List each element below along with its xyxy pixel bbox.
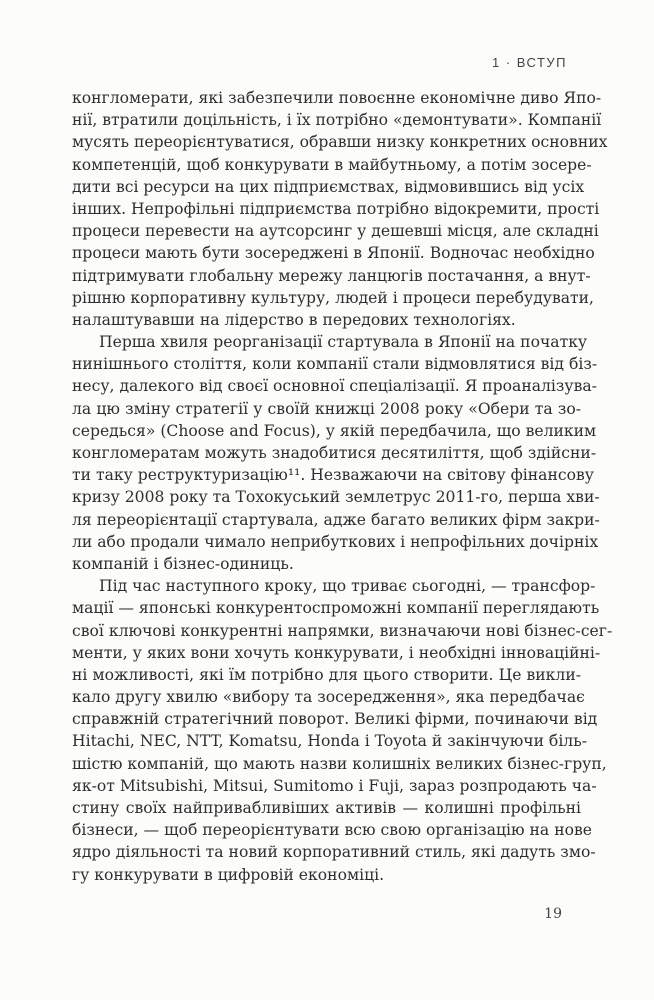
text-line: кризу 2008 року та Тохокуський землетрус 2011-го, перша хви- — [72, 488, 600, 507]
text-line: свої ключові конкурентні напрямки, визначаючи нові бізнес-сег- — [72, 621, 613, 640]
text-line: конгломератам можуть знадобитися десятиліття, щоб здійсни- — [72, 444, 597, 462]
text-line: ля переорієнтації стартувала, адже багато великих фірм закри- — [72, 510, 600, 529]
text-line: кало другу хвилю «вибору та зосередження», яка передбачає — [72, 688, 585, 707]
text-line: компаній і бізнес-одиниць. — [72, 554, 294, 573]
text-line: справжній стратегічний поворот. Великі фірми, починаючи від — [72, 710, 598, 729]
body-text — [72, 87, 613, 886]
text-line: Перша хвиля реорганізації стартувала в Японії на початку — [99, 333, 588, 352]
page-number: 19 — [544, 906, 562, 922]
paragraph — [72, 331, 600, 575]
text-line: як-от Mitsubishi, Mitsui, Sumitomo і Fuji, зараз розпродають ча- — [72, 776, 597, 795]
text-line: гу конкурувати в цифровій економіці. — [72, 865, 385, 884]
text-line: Під час наступного кроку, що триває сьогодні, — трансфор- — [99, 577, 596, 596]
text-line: несу, далекого від своєї основної спеціалізації. Я проаналізува- — [72, 377, 597, 396]
text-line: нинішнього століття, коли компанії стали відмовлятися від біз- — [72, 355, 598, 374]
text-line: нії, втратили доцільність, і їх потрібно «демонтувати». Компанії — [72, 111, 602, 130]
text-line: процеси перевести на аутсорсинг у дешевші місця, але складні — [72, 222, 599, 241]
text-line: стину своїх найпривабливіших активів — колишні профільні — [72, 799, 581, 817]
text-line: ли або продали чимало неприбуткових і непрофільних дочірніх — [72, 532, 599, 551]
running-head: 1 · ВСТУП — [491, 55, 567, 70]
paragraph — [72, 575, 613, 886]
text-line: менти, у яких вони хочуть конкурувати, і необхідні інноваційні- — [72, 643, 601, 662]
text-line: Hitachi, NEC, NTT, Komatsu, Honda і Toyota й закінчуючи біль- — [72, 732, 587, 751]
text-line: дити всі ресурси на цих підприємствах, відмовившись від усіх — [72, 177, 585, 196]
text-line: середься» (Choose and Focus), у якій передбачила, що великим — [72, 421, 597, 440]
text-line: компетенцій, щоб конкурувати в майбутньому, а потім зосере- — [72, 155, 592, 174]
paragraph — [72, 87, 608, 331]
text-line: підтримувати глобальну мережу ланцюгів постачання, а внут- — [72, 266, 591, 285]
text-line: ядро діяльності та новий корпоративний стиль, які дадуть змо- — [72, 843, 596, 862]
text-line: шістю компаній, що мають назви колишніх великих бізнес-груп, — [72, 754, 607, 773]
text-line: інших. Непрофільні підприємства потрібно відокремити, прості — [72, 199, 600, 218]
text-line: конгломерати, які забезпечили повоєнне економічне диво Япо- — [72, 89, 602, 107]
text-line: мації — японські конкурентоспроможні компанії переглядають — [72, 599, 600, 618]
text-line: ла цю зміну стратегії у своїй книжці 2008 року «Обери та зо- — [72, 399, 581, 418]
text-line: процеси мають бути зосереджені в Японії. Водночас необхідно — [72, 244, 595, 263]
text-line: налаштувавши на лідерство в передових технологіях. — [72, 310, 516, 329]
text-line: рішню корпоративну культуру, людей і процеси перебудувати, — [72, 288, 595, 307]
text-line: бізнеси, — щоб переорієнтувати всю свою організацію на нове — [72, 821, 592, 840]
text-line: ти таку реструктуризацію¹¹. Незважаючи на світову фінансову — [72, 466, 594, 485]
text-line: ні можливості, які їм потрібно для цього створити. Це викли- — [72, 665, 581, 684]
text-line: мусять переорієнтуватися, обравши низку конкретних основних — [72, 133, 608, 152]
